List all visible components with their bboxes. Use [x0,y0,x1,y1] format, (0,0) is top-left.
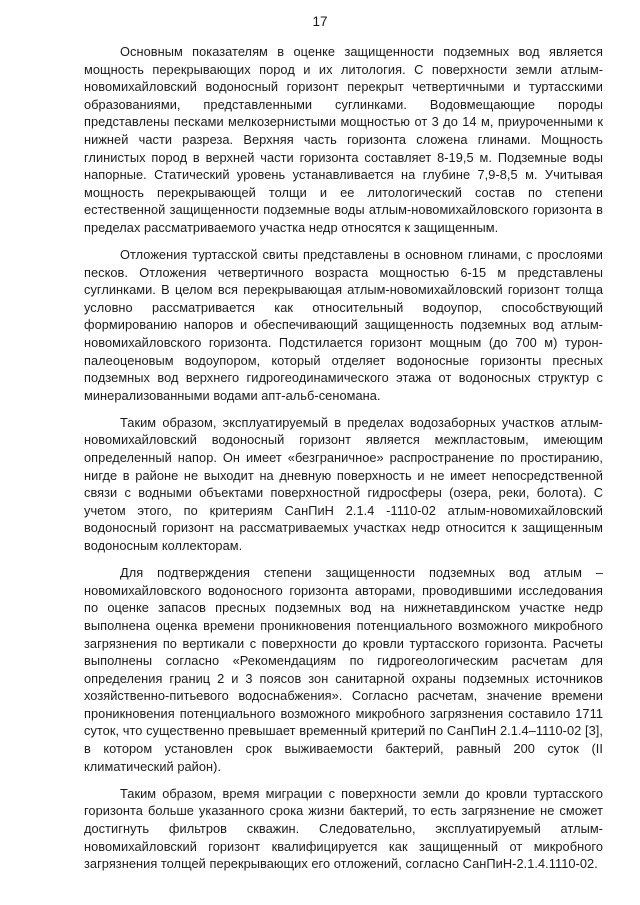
paragraph-microbial-contamination-assessment: Для подтверждения степени защищенности подземных вод атлым – новомихайловского водоносного горизонта авторами, проводившими исследования по оценке запасов пресных подземных вод на нижнетавдинском участке недр выполнена оценка времени проникновения потенциального возможного микробного загрязнения по вертикали с поверхности до кровли туртасского горизонта. Расчеты выполнены согласно «Рекомендациям по гидрогеологическим расчетам для определения границ 2 и 3 поясов зон санитарной охраны подземных источников хозяйственно-питьевого водоснабжения». Согласно расчетам, значение времени проникновения потенциального возможного микробного загрязнения составило 1711 суток, что существенно превышает временный критерий по СанПиН 2.1.4–1110-02 [3], в котором установлен срок выживаемости бактерий, равный 200 суток (II климатический район). [84,565,603,774]
paragraph-conclusion: Таким образом, время миграции с поверхности земли до кровли туртасского горизонта больше указанного срока жизни бактерий, то есть загрязнение не сможет достигнуть фильтров скважин. Следовательно, эксплуатируемый атлым-новомихайловский горизонт квалифицируется как защищенный от микробного загрязнения толщей перекрывающих его отложений, согласно СанПиН-2.1.4.1110-02. [84,785,603,872]
page-body [84,43,603,882]
paragraph-protection-indicators: Основным показателям в оценке защищенности подземных вод является мощность перекрывающих пород и их литология. С поверхности земли атлым-новомихайловский водоносный горизонт перекрыт четвертичными и туртасскими образованиями, представленными суглинками. Водовмещающие породы представлены песками мелкозернистыми мощностью от 3 до 14 м, приуроченными к нижней части разреза. Верхняя часть горизонта сложена глинами. Мощность глинистых пород в верхней части горизонта составляет 8-19,5 м. Подземные воды напорные. Статический уровень устанавливается на глубине 7,9-8,5 м. Учитывая мощность перекрывающей толщи и ее литологический состав по степени естественной защищенности подземные воды атлым-новомихайловского горизонта в пределах рассматриваемого участка недр относятся к защищенным. [84,44,603,235]
paragraph-turtas-deposits: Отложения туртасской свиты представлены в основном глинами, с прослоями песков. Отложения четвертичного возраста мощностью 6-15 м представлены суглинками. В целом вся перекрывающая атлым-новомихайловский горизонт толща условно рассматривается как относительный водоупор, способствующий формированию напоров и обеспечивающий защищенность подземных вод атлым-новомихайловского горизонта. Подстилается горизонт мощным (до 700 м) турон-палеоценовым водоупором, который отделяет водоносные горизонты пресных подземных вод верхнего гидрогеодинамического этажа от водоносных структур с минерализованными водами апт-альб-сеномана. [84,247,603,403]
page-number: 17 [312,14,328,29]
paragraph-interstratal-aquifer: Таким образом, эксплуатируемый в пределах водозаборных участков атлым-новомихайловский водоносный горизонт является межпластовым, имеющим определенный напор. Он имеет «безграничное» распространение по простиранию, нигде в районе не выходит на дневную поверхность и не имеет непосредственной связи с водными объектами поверхностной гидросферы (озера, реки, болота). С учетом этого, по критериям СанПиН 2.1.4 -1110-02 атлым-новомихайловский водоносный горизонт на рассматриваемых участках недр относится к защищенным водоносным коллекторам. [84,414,603,554]
